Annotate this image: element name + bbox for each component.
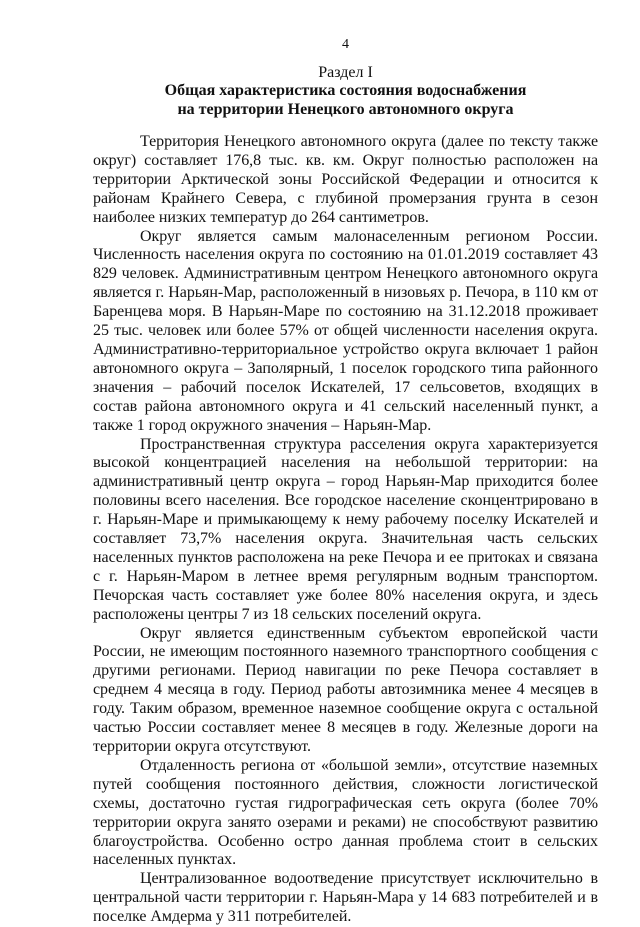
section-heading	[93, 81, 598, 119]
paragraph-territory: Территория Ненецкого автономного округа (далее по тексту также округ) составляет 176,8 тыс. кв. км. Округ полностью расположен на территории Арктической зоны Российской Федерации и относится к районам Крайнего Севера, с глубиной промерзания грунта в сезон наиболее низких температур до 264 сантиметров.	[93, 133, 598, 226]
paragraph-population: Округ является самым малонаселенным регионом России. Численность населения округа по состоянию на 01.01.2019 составляет 43 829 человек. Административным центром Ненецкого автономного округа является г. Нарьян-Мар, расположенный в низовьях р. Печора, в 110 км от Баренцева моря. В Нарьян-Маре по состоянию на 31.12.2018 проживает 25 тыс. человек или более 57% от общей численности населения округа. Административно-территориальное устройство округа включает 1 район автономного округа – Заполярный, 1 поселок городского типа районного значения – рабочий поселок Искателей, 17 сельсоветов, входящих в состав района автономного округа и 41 сельский населенный пункт, а также 1 город окружного значения – Нарьян-Мар.	[93, 227, 598, 434]
section-label: Раздел I	[318, 64, 373, 81]
paragraph-remoteness: Отдаленность региона от «большой земли», отсутствие наземных путей сообщения постоянного действия, сложности логистической схемы, достаточно густая гидрографическая сеть округа (более 70% территории округа занято озерами и реками) не способствуют развитию благоустройства. Особенно остро данная проблема стоит в сельских населенных пунктах.	[93, 756, 598, 869]
paragraph-settlement-structure: Пространственная структура расселения округа характеризуется высокой концентрацией населения на небольшой территории: на административный центр округа – город Нарьян-Мар приходится более половины всего населения. Все городское население сконцентрировано в г. Нарьян-Маре и примыкающему к нему рабочему поселку Искателей и составляет 73,7% населения округа. Значительная часть сельских населенных пунктов расположена на реке Печора и ее притоках и связана с г. Нарьян-Маром в летнее время регулярным водным транспортом. Печорская часть составляет уже более 80% населения округа, и здесь расположены центры 7 из 18 сельских поселений округа.	[93, 435, 598, 623]
paragraph-wastewater: Централизованное водоотведение присутствует исключительно в центральной части территории г. Нарьян-Мара у 14 683 потребителей и в поселке Амдерма у 311 потребителей.	[93, 870, 598, 926]
page-number: 4	[342, 37, 349, 52]
heading-line-1: Общая характеристика состояния водоснабжения	[164, 82, 527, 99]
document-body	[93, 133, 598, 927]
paragraph-transport: Округ является единственным субъектом европейской части России, не имеющим постоянного наземного транспортного сообщения с другими регионами. Период навигации по реке Печора составляет в среднем 4 месяца в году. Период работы автозимника менее 4 месяцев в году. Таким образом, временное наземное сообщение округа с остальной частью России составляет менее 8 месяцев в году. Железные дороги на территории округа отсутствуют.	[93, 624, 598, 755]
heading-line-2: на территории Ненецкого автономного округа	[177, 101, 514, 118]
